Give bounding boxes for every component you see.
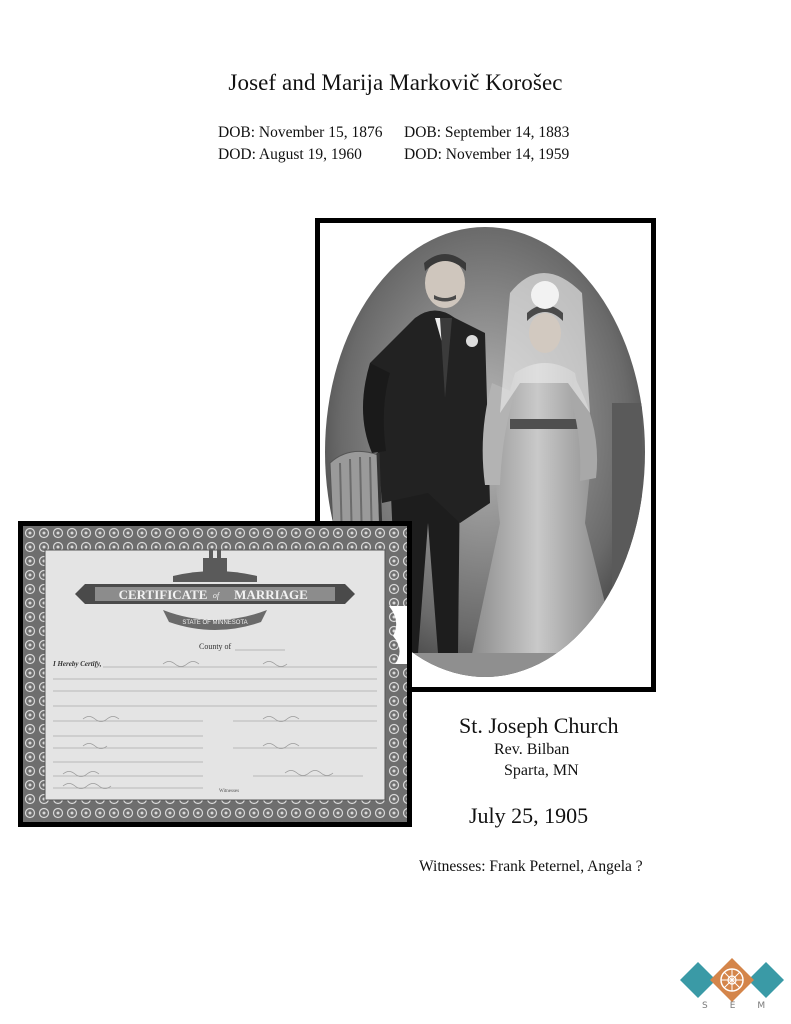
- page-title: Josef and Marija Markovič Korošec: [228, 70, 563, 95]
- josef-dob: DOB: November 15, 1876: [218, 124, 383, 141]
- sem-logo-icon: [680, 958, 784, 1002]
- officiant: Rev. Bilban: [494, 741, 570, 758]
- sem-logo: [680, 958, 788, 1018]
- church-name: St. Joseph Church: [459, 713, 619, 738]
- marriage-certificate-image: [23, 526, 407, 822]
- sem-logo-letters: SEM: [702, 1001, 788, 1011]
- certificate-witnesses-label: Witnesses: [219, 789, 240, 794]
- witnesses: Witnesses: Frank Peternel, Angela ?: [419, 858, 643, 875]
- marija-dob: DOB: September 14, 1883: [404, 124, 570, 141]
- certificate-heading-of: of: [212, 591, 220, 600]
- marija-dod: DOD: November 14, 1959: [404, 146, 570, 163]
- wedding-date: July 25, 1905: [469, 803, 589, 828]
- certificate-county-label: County of: [199, 642, 232, 651]
- certificate-certify-text: I Hereby Certify,: [53, 660, 102, 668]
- marriage-certificate: [18, 521, 412, 827]
- certificate-heading-right: MARRIAGE: [234, 587, 308, 602]
- certificate-heading-left: CERTIFICATE: [118, 587, 208, 602]
- certificate-state: STATE OF MINNESOTA: [182, 620, 248, 626]
- marija-dates: [404, 122, 569, 166]
- josef-dates: [218, 122, 382, 166]
- church-location: Sparta, MN: [504, 762, 579, 779]
- josef-dod: DOD: August 19, 1960: [218, 146, 362, 163]
